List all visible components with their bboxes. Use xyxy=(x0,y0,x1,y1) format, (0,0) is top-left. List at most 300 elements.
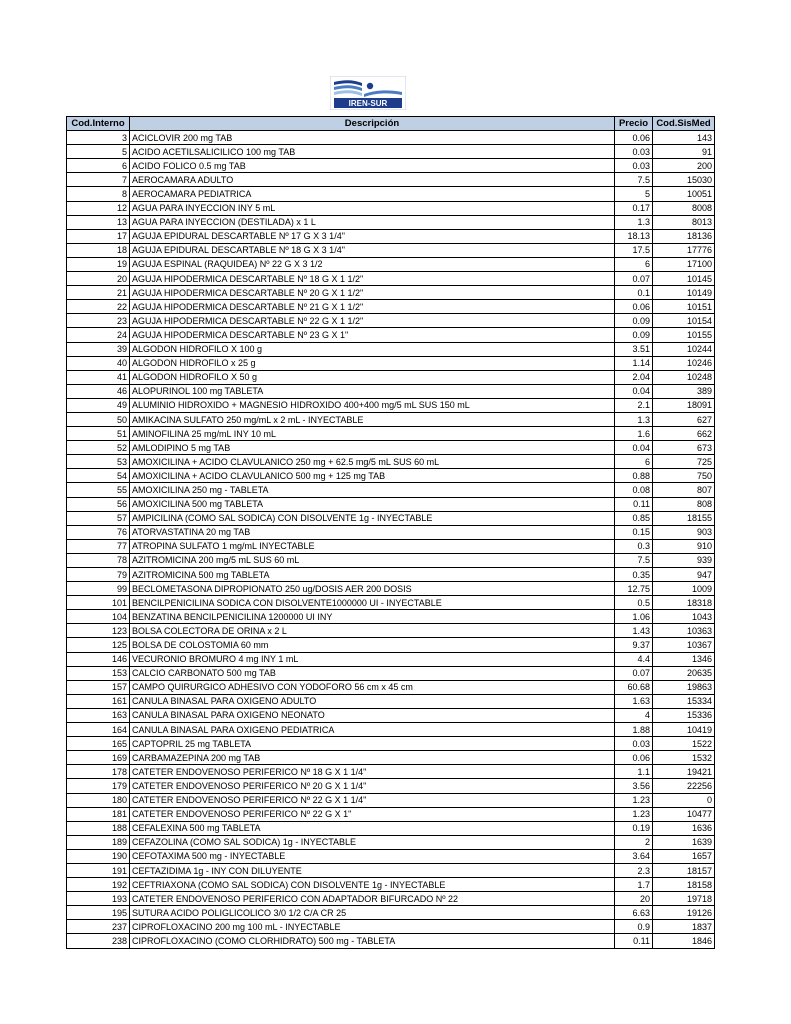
cell-precio: 0.3 xyxy=(615,539,653,553)
cell-descripcion: ATROPINA SULFATO 1 mg/mL INYECTABLE xyxy=(130,539,615,553)
cell-precio: 18.13 xyxy=(615,229,653,243)
cell-precio: 0.15 xyxy=(615,525,653,539)
cell-descripcion: CEFTAZIDIMA 1g - INY CON DILUYENTE xyxy=(130,863,615,877)
cell-descripcion: BENCILPENICILINA SODICA CON DISOLVENTE1000000 UI - INYECTABLE xyxy=(130,596,615,610)
cell-descripcion: CATETER ENDOVENOSO PERIFERICO CON ADAPTADOR BIFURCADO Nº 22 xyxy=(130,892,615,906)
cell-cod-sismed: 15336 xyxy=(653,708,715,722)
table-row xyxy=(67,469,715,483)
table-row xyxy=(67,511,715,525)
cell-cod-interno: 237 xyxy=(67,920,130,934)
cell-descripcion: AGUA PARA INYECCION (DESTILADA) x 1 L xyxy=(130,215,615,229)
cell-cod-interno: 52 xyxy=(67,441,130,455)
cell-cod-interno: 57 xyxy=(67,511,130,525)
cell-cod-sismed: 10248 xyxy=(653,370,715,384)
cell-precio: 4 xyxy=(615,708,653,722)
table-row xyxy=(67,934,715,948)
cell-descripcion: AMOXICILINA 250 mg - TABLETA xyxy=(130,483,615,497)
cell-precio: 1.3 xyxy=(615,215,653,229)
cell-precio: 0.06 xyxy=(615,131,653,145)
cell-precio: 0.07 xyxy=(615,272,653,286)
table-row xyxy=(67,455,715,469)
cell-descripcion: BOLSA COLECTORA DE ORINA x 2 L xyxy=(130,624,615,638)
table-row xyxy=(67,201,715,215)
cell-precio: 0.11 xyxy=(615,934,653,948)
cell-cod-interno: 101 xyxy=(67,596,130,610)
cell-descripcion: AMLODIPINO 5 mg TAB xyxy=(130,441,615,455)
cell-cod-interno: 188 xyxy=(67,821,130,835)
cell-precio: 4.4 xyxy=(615,652,653,666)
cell-descripcion: CARBAMAZEPINA 200 mg TAB xyxy=(130,751,615,765)
cell-descripcion: ALGODON HIDROFILO x 25 g xyxy=(130,356,615,370)
cell-cod-interno: 18 xyxy=(67,243,130,257)
cell-cod-sismed: 18155 xyxy=(653,511,715,525)
cell-cod-interno: 21 xyxy=(67,286,130,300)
cell-descripcion: AMIKACINA SULFATO 250 mg/mL x 2 mL - INYECTABLE xyxy=(130,412,615,426)
cell-precio: 6.63 xyxy=(615,906,653,920)
cell-cod-sismed: 18091 xyxy=(653,398,715,412)
cell-cod-sismed: 1009 xyxy=(653,582,715,596)
cell-descripcion: CATETER ENDOVENOSO PERIFERICO Nº 20 G X 1 1/4" xyxy=(130,779,615,793)
cell-precio: 0.11 xyxy=(615,497,653,511)
cell-precio: 2 xyxy=(615,835,653,849)
cell-cod-sismed: 1532 xyxy=(653,751,715,765)
table-row xyxy=(67,328,715,342)
cell-cod-interno: 24 xyxy=(67,328,130,342)
table-row xyxy=(67,596,715,610)
cell-cod-interno: 165 xyxy=(67,737,130,751)
cell-precio: 3.51 xyxy=(615,342,653,356)
table-row xyxy=(67,878,715,892)
cell-precio: 0.03 xyxy=(615,145,653,159)
cell-cod-interno: 125 xyxy=(67,638,130,652)
cell-precio: 1.06 xyxy=(615,610,653,624)
cell-cod-interno: 193 xyxy=(67,892,130,906)
table-row xyxy=(67,666,715,680)
table-row xyxy=(67,694,715,708)
table-row xyxy=(67,441,715,455)
cell-cod-sismed: 8013 xyxy=(653,215,715,229)
cell-precio: 5 xyxy=(615,187,653,201)
cell-cod-sismed: 18158 xyxy=(653,878,715,892)
table-row xyxy=(67,680,715,694)
table-row xyxy=(67,342,715,356)
cell-descripcion: CAPTOPRIL 25 mg TABLETA xyxy=(130,737,615,751)
medication-price-table xyxy=(66,116,715,949)
cell-cod-interno: 56 xyxy=(67,497,130,511)
table-row xyxy=(67,370,715,384)
cell-cod-interno: 54 xyxy=(67,469,130,483)
cell-cod-interno: 161 xyxy=(67,694,130,708)
cell-cod-sismed: 10246 xyxy=(653,356,715,370)
cell-cod-sismed: 10149 xyxy=(653,286,715,300)
cell-cod-interno: 238 xyxy=(67,934,130,948)
cell-precio: 0.08 xyxy=(615,483,653,497)
cell-cod-sismed: 18157 xyxy=(653,863,715,877)
cell-cod-sismed: 1837 xyxy=(653,920,715,934)
cell-cod-sismed: 19718 xyxy=(653,892,715,906)
cell-precio: 0.35 xyxy=(615,568,653,582)
cell-descripcion: CANULA BINASAL PARA OXIGENO ADULTO xyxy=(130,694,615,708)
table-row xyxy=(67,272,715,286)
cell-descripcion: CATETER ENDOVENOSO PERIFERICO Nº 22 G X 1" xyxy=(130,807,615,821)
cell-cod-sismed: 91 xyxy=(653,145,715,159)
cell-cod-sismed: 389 xyxy=(653,384,715,398)
cell-cod-sismed: 1346 xyxy=(653,652,715,666)
table-row xyxy=(67,553,715,567)
cell-precio: 0.09 xyxy=(615,328,653,342)
cell-cod-sismed: 1639 xyxy=(653,835,715,849)
cell-cod-interno: 41 xyxy=(67,370,130,384)
cell-cod-sismed: 10051 xyxy=(653,187,715,201)
cell-cod-interno: 163 xyxy=(67,708,130,722)
cell-descripcion: AEROCAMARA ADULTO xyxy=(130,173,615,187)
cell-descripcion: CALCIO CARBONATO 500 mg TAB xyxy=(130,666,615,680)
header-row xyxy=(67,117,715,131)
cell-cod-interno: 51 xyxy=(67,427,130,441)
cell-precio: 0.03 xyxy=(615,737,653,751)
iren-sur-logo xyxy=(330,76,406,110)
table-row xyxy=(67,145,715,159)
cell-descripcion: CATETER ENDOVENOSO PERIFERICO Nº 18 G X 1 1/4" xyxy=(130,765,615,779)
cell-descripcion: ALOPURINOL 100 mg TABLETA xyxy=(130,384,615,398)
cell-cod-interno: 104 xyxy=(67,610,130,624)
cell-cod-sismed: 10419 xyxy=(653,723,715,737)
cell-descripcion: CATETER ENDOVENOSO PERIFERICO Nº 22 G X 1 1/4" xyxy=(130,793,615,807)
table-row xyxy=(67,286,715,300)
cell-cod-sismed: 10154 xyxy=(653,314,715,328)
cell-descripcion: BENZATINA BENCILPENICILINA 1200000 UI INY xyxy=(130,610,615,624)
cell-cod-sismed: 8008 xyxy=(653,201,715,215)
table-row xyxy=(67,483,715,497)
table-row xyxy=(67,849,715,863)
cell-cod-sismed: 143 xyxy=(653,131,715,145)
cell-precio: 7.5 xyxy=(615,553,653,567)
cell-descripcion: AMOXICILINA + ACIDO CLAVULANICO 250 mg + 62.5 mg/5 mL SUS 60 mL xyxy=(130,455,615,469)
table-row xyxy=(67,173,715,187)
cell-cod-sismed: 673 xyxy=(653,441,715,455)
cell-cod-sismed: 15030 xyxy=(653,173,715,187)
table-row xyxy=(67,638,715,652)
cell-cod-interno: 190 xyxy=(67,849,130,863)
table-row xyxy=(67,708,715,722)
cell-descripcion: AGUJA ESPINAL (RAQUIDEA) Nº 22 G X 3 1/2 xyxy=(130,257,615,271)
table-row xyxy=(67,821,715,835)
table-row xyxy=(67,356,715,370)
table-row xyxy=(67,892,715,906)
cell-precio: 0.9 xyxy=(615,920,653,934)
cell-precio: 2.04 xyxy=(615,370,653,384)
cell-cod-sismed: 1846 xyxy=(653,934,715,948)
cell-cod-sismed: 947 xyxy=(653,568,715,582)
cell-cod-sismed: 903 xyxy=(653,525,715,539)
table-row xyxy=(67,568,715,582)
cell-cod-sismed: 10155 xyxy=(653,328,715,342)
table-row xyxy=(67,807,715,821)
cell-precio: 9.37 xyxy=(615,638,653,652)
cell-cod-interno: 192 xyxy=(67,878,130,892)
cell-precio: 6 xyxy=(615,455,653,469)
table-row xyxy=(67,723,715,737)
cell-descripcion: ATORVASTATINA 20 mg TAB xyxy=(130,525,615,539)
cell-cod-interno: 157 xyxy=(67,680,130,694)
table-row xyxy=(67,793,715,807)
cell-cod-interno: 153 xyxy=(67,666,130,680)
table-row xyxy=(67,243,715,257)
cell-cod-sismed: 17776 xyxy=(653,243,715,257)
cell-precio: 7.5 xyxy=(615,173,653,187)
cell-cod-sismed: 19863 xyxy=(653,680,715,694)
cell-precio: 0.03 xyxy=(615,159,653,173)
cell-precio: 0.85 xyxy=(615,511,653,525)
cell-descripcion: AZITROMICINA 500 mg TABLETA xyxy=(130,568,615,582)
cell-cod-interno: 178 xyxy=(67,765,130,779)
cell-cod-sismed: 910 xyxy=(653,539,715,553)
cell-cod-sismed: 750 xyxy=(653,469,715,483)
cell-cod-interno: 53 xyxy=(67,455,130,469)
table-row xyxy=(67,384,715,398)
cell-descripcion: BOLSA DE COLOSTOMIA 60 mm xyxy=(130,638,615,652)
cell-descripcion: ALGODON HIDROFILO X 100 g xyxy=(130,342,615,356)
cell-cod-sismed: 10367 xyxy=(653,638,715,652)
cell-cod-interno: 50 xyxy=(67,412,130,426)
cell-precio: 0.06 xyxy=(615,751,653,765)
logo-text: IREN-SUR xyxy=(348,99,388,108)
cell-precio: 0.04 xyxy=(615,441,653,455)
cell-descripcion: ACIDO ACETILSALICILICO 100 mg TAB xyxy=(130,145,615,159)
cell-cod-interno: 19 xyxy=(67,257,130,271)
cell-descripcion: AMPICILINA (COMO SAL SODICA) CON DISOLVENTE 1g - INYECTABLE xyxy=(130,511,615,525)
cell-cod-sismed: 10363 xyxy=(653,624,715,638)
cell-precio: 1.6 xyxy=(615,427,653,441)
cell-cod-interno: 189 xyxy=(67,835,130,849)
table-row xyxy=(67,539,715,553)
cell-precio: 0.17 xyxy=(615,201,653,215)
cell-descripcion: CEFOTAXIMA 500 mg - INYECTABLE xyxy=(130,849,615,863)
header-precio: Precio xyxy=(615,117,653,131)
cell-precio: 3.64 xyxy=(615,849,653,863)
iren-sur-logo-icon xyxy=(330,76,406,110)
table-row xyxy=(67,582,715,596)
cell-cod-sismed: 0 xyxy=(653,793,715,807)
cell-precio: 0.5 xyxy=(615,596,653,610)
cell-cod-sismed: 15334 xyxy=(653,694,715,708)
table-row xyxy=(67,737,715,751)
header-cod-sismed: Cod.SisMed xyxy=(653,117,715,131)
table-row xyxy=(67,835,715,849)
table-row xyxy=(67,229,715,243)
cell-descripcion: CEFALEXINA 500 mg TABLETA xyxy=(130,821,615,835)
cell-precio: 1.23 xyxy=(615,793,653,807)
cell-precio: 1.88 xyxy=(615,723,653,737)
cell-precio: 1.23 xyxy=(615,807,653,821)
cell-precio: 2.1 xyxy=(615,398,653,412)
cell-cod-sismed: 10145 xyxy=(653,272,715,286)
table-row xyxy=(67,412,715,426)
cell-descripcion: VECURONIO BROMURO 4 mg INY 1 mL xyxy=(130,652,615,666)
cell-descripcion: AMOXICILINA + ACIDO CLAVULANICO 500 mg + 125 mg TAB xyxy=(130,469,615,483)
cell-descripcion: CIPROFLOXACINO 200 mg 100 mL - INYECTABLE xyxy=(130,920,615,934)
cell-descripcion: AGUJA EPIDURAL DESCARTABLE Nº 17 G X 3 1/4" xyxy=(130,229,615,243)
cell-precio: 0.09 xyxy=(615,314,653,328)
cell-cod-sismed: 1657 xyxy=(653,849,715,863)
cell-precio: 3.56 xyxy=(615,779,653,793)
cell-cod-sismed: 18318 xyxy=(653,596,715,610)
table-row xyxy=(67,497,715,511)
cell-precio: 17.5 xyxy=(615,243,653,257)
cell-cod-interno: 77 xyxy=(67,539,130,553)
cell-precio: 1.3 xyxy=(615,412,653,426)
cell-precio: 1.43 xyxy=(615,624,653,638)
cell-cod-sismed: 725 xyxy=(653,455,715,469)
cell-descripcion: CANULA BINASAL PARA OXIGENO PEDIATRICA xyxy=(130,723,615,737)
cell-descripcion: AMINOFILINA 25 mg/mL INY 10 mL xyxy=(130,427,615,441)
table-row xyxy=(67,131,715,145)
cell-cod-sismed: 939 xyxy=(653,553,715,567)
table-row xyxy=(67,765,715,779)
cell-cod-sismed: 19421 xyxy=(653,765,715,779)
cell-precio: 1.63 xyxy=(615,694,653,708)
cell-cod-interno: 99 xyxy=(67,582,130,596)
cell-descripcion: AMOXICILINA 500 mg TABLETA xyxy=(130,497,615,511)
cell-cod-interno: 169 xyxy=(67,751,130,765)
table-row xyxy=(67,300,715,314)
header-descripcion: Descripción xyxy=(130,117,615,131)
cell-cod-sismed: 200 xyxy=(653,159,715,173)
cell-precio: 1.1 xyxy=(615,765,653,779)
cell-descripcion: CANULA BINASAL PARA OXIGENO NEONATO xyxy=(130,708,615,722)
cell-cod-sismed: 807 xyxy=(653,483,715,497)
table-row xyxy=(67,751,715,765)
cell-cod-sismed: 662 xyxy=(653,427,715,441)
cell-cod-sismed: 17100 xyxy=(653,257,715,271)
cell-cod-interno: 49 xyxy=(67,398,130,412)
table-row xyxy=(67,525,715,539)
cell-precio: 12.75 xyxy=(615,582,653,596)
table-row xyxy=(67,215,715,229)
cell-cod-interno: 12 xyxy=(67,201,130,215)
cell-cod-interno: 40 xyxy=(67,356,130,370)
cell-precio: 0.06 xyxy=(615,300,653,314)
cell-cod-sismed: 1636 xyxy=(653,821,715,835)
cell-descripcion: ACICLOVIR 200 mg TAB xyxy=(130,131,615,145)
cell-cod-sismed: 627 xyxy=(653,412,715,426)
cell-cod-sismed: 808 xyxy=(653,497,715,511)
table-row xyxy=(67,159,715,173)
cell-descripcion: CIPROFLOXACINO (COMO CLORHIDRATO) 500 mg - TABLETA xyxy=(130,934,615,948)
cell-cod-interno: 5 xyxy=(67,145,130,159)
cell-descripcion: AGUJA HIPODERMICA DESCARTABLE Nº 21 G X 1 1/2" xyxy=(130,300,615,314)
cell-descripcion: AGUJA HIPODERMICA DESCARTABLE Nº 22 G X 1 1/2" xyxy=(130,314,615,328)
cell-cod-interno: 146 xyxy=(67,652,130,666)
cell-cod-interno: 17 xyxy=(67,229,130,243)
table-row xyxy=(67,257,715,271)
cell-cod-sismed: 1522 xyxy=(653,737,715,751)
cell-cod-interno: 23 xyxy=(67,314,130,328)
cell-cod-interno: 6 xyxy=(67,159,130,173)
cell-descripcion: AZITROMICINA 200 mg/5 mL SUS 60 mL xyxy=(130,553,615,567)
header-cod-interno: Cod.Interno xyxy=(67,117,130,131)
cell-cod-sismed: 19126 xyxy=(653,906,715,920)
cell-cod-sismed: 20635 xyxy=(653,666,715,680)
cell-precio: 1.14 xyxy=(615,356,653,370)
cell-cod-interno: 3 xyxy=(67,131,130,145)
cell-cod-interno: 8 xyxy=(67,187,130,201)
cell-cod-interno: 123 xyxy=(67,624,130,638)
cell-cod-interno: 55 xyxy=(67,483,130,497)
cell-descripcion: CEFAZOLINA (COMO SAL SODICA) 1g - INYECTABLE xyxy=(130,835,615,849)
table-row xyxy=(67,920,715,934)
cell-descripcion: AGUJA HIPODERMICA DESCARTABLE Nº 18 G X 1 1/2" xyxy=(130,272,615,286)
table-row xyxy=(67,610,715,624)
cell-descripcion: ALUMINIO HIDROXIDO + MAGNESIO HIDROXIDO 400+400 mg/5 mL SUS 150 mL xyxy=(130,398,615,412)
cell-descripcion: CAMPO QUIRURGICO ADHESIVO CON YODOFORO 56 cm x 45 cm xyxy=(130,680,615,694)
cell-cod-interno: 164 xyxy=(67,723,130,737)
cell-descripcion: AGUA PARA INYECCION INY 5 mL xyxy=(130,201,615,215)
cell-descripcion: BECLOMETASONA DIPROPIONATO 250 ug/DOSIS AER 200 DOSIS xyxy=(130,582,615,596)
table-row xyxy=(67,652,715,666)
table-row xyxy=(67,906,715,920)
cell-cod-interno: 76 xyxy=(67,525,130,539)
cell-cod-interno: 7 xyxy=(67,173,130,187)
cell-precio: 20 xyxy=(615,892,653,906)
cell-descripcion: AEROCAMARA PEDIATRICA xyxy=(130,187,615,201)
cell-cod-interno: 181 xyxy=(67,807,130,821)
cell-cod-interno: 39 xyxy=(67,342,130,356)
cell-precio: 60.68 xyxy=(615,680,653,694)
cell-cod-sismed: 22256 xyxy=(653,779,715,793)
cell-descripcion: ALGODON HIDROFILO X 50 g xyxy=(130,370,615,384)
cell-cod-interno: 195 xyxy=(67,906,130,920)
table-row xyxy=(67,398,715,412)
cell-cod-interno: 179 xyxy=(67,779,130,793)
cell-descripcion: AGUJA EPIDURAL DESCARTABLE Nº 18 G X 3 1/4" xyxy=(130,243,615,257)
cell-cod-interno: 78 xyxy=(67,553,130,567)
table-row xyxy=(67,314,715,328)
cell-cod-interno: 191 xyxy=(67,863,130,877)
cell-cod-sismed: 10477 xyxy=(653,807,715,821)
cell-cod-sismed: 1043 xyxy=(653,610,715,624)
cell-descripcion: SUTURA ACIDO POLIGLICOLICO 3/0 1/2 C/A CR 25 xyxy=(130,906,615,920)
cell-cod-interno: 20 xyxy=(67,272,130,286)
cell-precio: 1.7 xyxy=(615,878,653,892)
cell-cod-sismed: 18136 xyxy=(653,229,715,243)
cell-descripcion: ACIDO FOLICO 0.5 mg TAB xyxy=(130,159,615,173)
table-row xyxy=(67,187,715,201)
cell-cod-interno: 22 xyxy=(67,300,130,314)
cell-cod-interno: 180 xyxy=(67,793,130,807)
cell-cod-interno: 46 xyxy=(67,384,130,398)
cell-cod-interno: 13 xyxy=(67,215,130,229)
cell-precio: 0.04 xyxy=(615,384,653,398)
cell-descripcion: CEFTRIAXONA (COMO SAL SODICA) CON DISOLVENTE 1g - INYECTABLE xyxy=(130,878,615,892)
table-row xyxy=(67,779,715,793)
cell-descripcion: AGUJA HIPODERMICA DESCARTABLE Nº 20 G X 1 1/2" xyxy=(130,286,615,300)
cell-cod-interno: 79 xyxy=(67,568,130,582)
table-row xyxy=(67,624,715,638)
cell-precio: 6 xyxy=(615,257,653,271)
table-row xyxy=(67,427,715,441)
cell-precio: 0.1 xyxy=(615,286,653,300)
table-row xyxy=(67,863,715,877)
cell-cod-sismed: 10151 xyxy=(653,300,715,314)
table-body xyxy=(67,131,715,948)
cell-precio: 0.88 xyxy=(615,469,653,483)
cell-descripcion: AGUJA HIPODERMICA DESCARTABLE Nº 23 G X 1" xyxy=(130,328,615,342)
cell-cod-sismed: 10244 xyxy=(653,342,715,356)
cell-precio: 0.07 xyxy=(615,666,653,680)
cell-precio: 0.19 xyxy=(615,821,653,835)
cell-precio: 2.3 xyxy=(615,863,653,877)
